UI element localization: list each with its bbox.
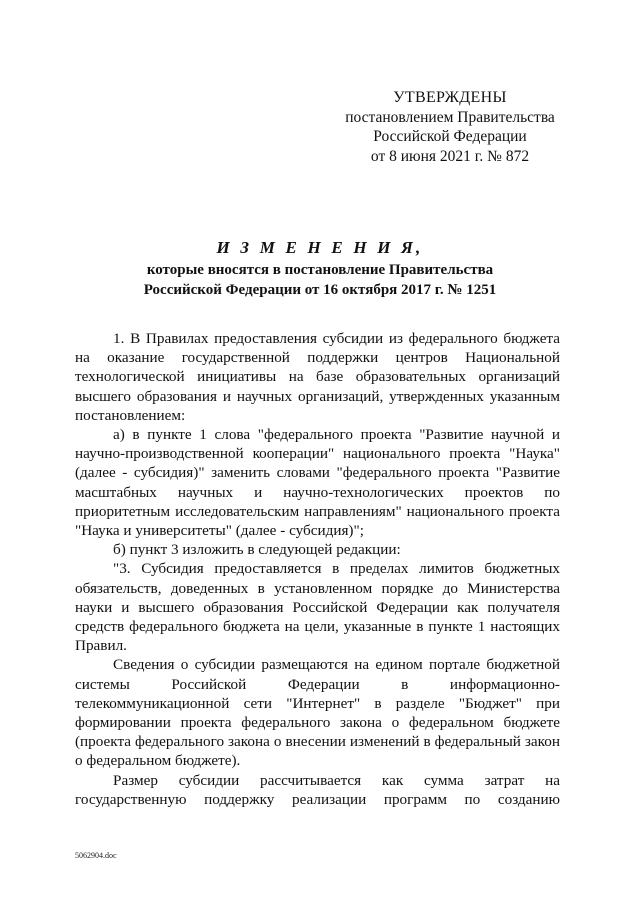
paragraph-subitem-b: б) пункт 3 изложить в следующей редакции: (113, 541, 401, 559)
approval-line: Российской Федерации (373, 128, 527, 145)
document-code: 5062904.doc (75, 851, 117, 860)
approval-line: постановлением Правительства (345, 108, 555, 126)
paragraph-subitem-a: а) в пункте 1 слова "федерального проекта "Развитие научной и научно-производственной кооперации" национального проекта "Наука" (далее - субсидия)" заменить словами "федерального проекта "Развитие масштабных научных и научно-технологических проектов по приоритетным исследовательским направлениям" национального проекта "Наука и университеты" (далее - субсидия)"; (75, 426, 560, 540)
approval-title: УТВЕРЖДЕНЫ (393, 89, 507, 106)
paragraph-clause-3: "3. Субсидия предоставляется в пределах лимитов бюджетных обязательств, доведенных в установленном порядке до Министерства науки и высшего образования Российской Федерации как получателя средств федерального бюджета на цели, указанные в пункте 1 настоящих Правил. (75, 560, 560, 655)
document-body (75, 329, 560, 809)
document-subtitle: которые вносятся в постановление Правительства (146, 262, 494, 278)
paragraph-subsidy-info: Сведения о субсидии размещаются на едином портале бюджетной системы Российской Федерации в информационно-телекоммуникационной сети "Интернет" в разделе "Бюджет" при формировании проекта федерального закона о федеральном бюджете (проекта федерального закона о внесении изменений в федеральный закон о федеральном бюджете). (75, 656, 560, 770)
document-title: И З М Е Н Е Н И Я, (216, 238, 424, 257)
approval-line: от 8 июня 2021 г. № 872 (370, 147, 530, 165)
approval-block (330, 88, 570, 166)
paragraph-item-1: 1. В Правилах предоставления субсидии из федерального бюджета на оказание государственной поддержки центров Национальной технологической инициативы на базе образовательных организаций высшего образования и научных организаций, утвержденных указанным постановлением: (75, 330, 560, 424)
document-subtitle: Российской Федерации от 16 октября 2017 г. № 1251 (143, 282, 497, 298)
document-heading (60, 236, 580, 300)
paragraph-subsidy-size: Размер субсидии рассчитывается как сумма затрат на государственную поддержку реализации программ по созданию (75, 771, 560, 808)
